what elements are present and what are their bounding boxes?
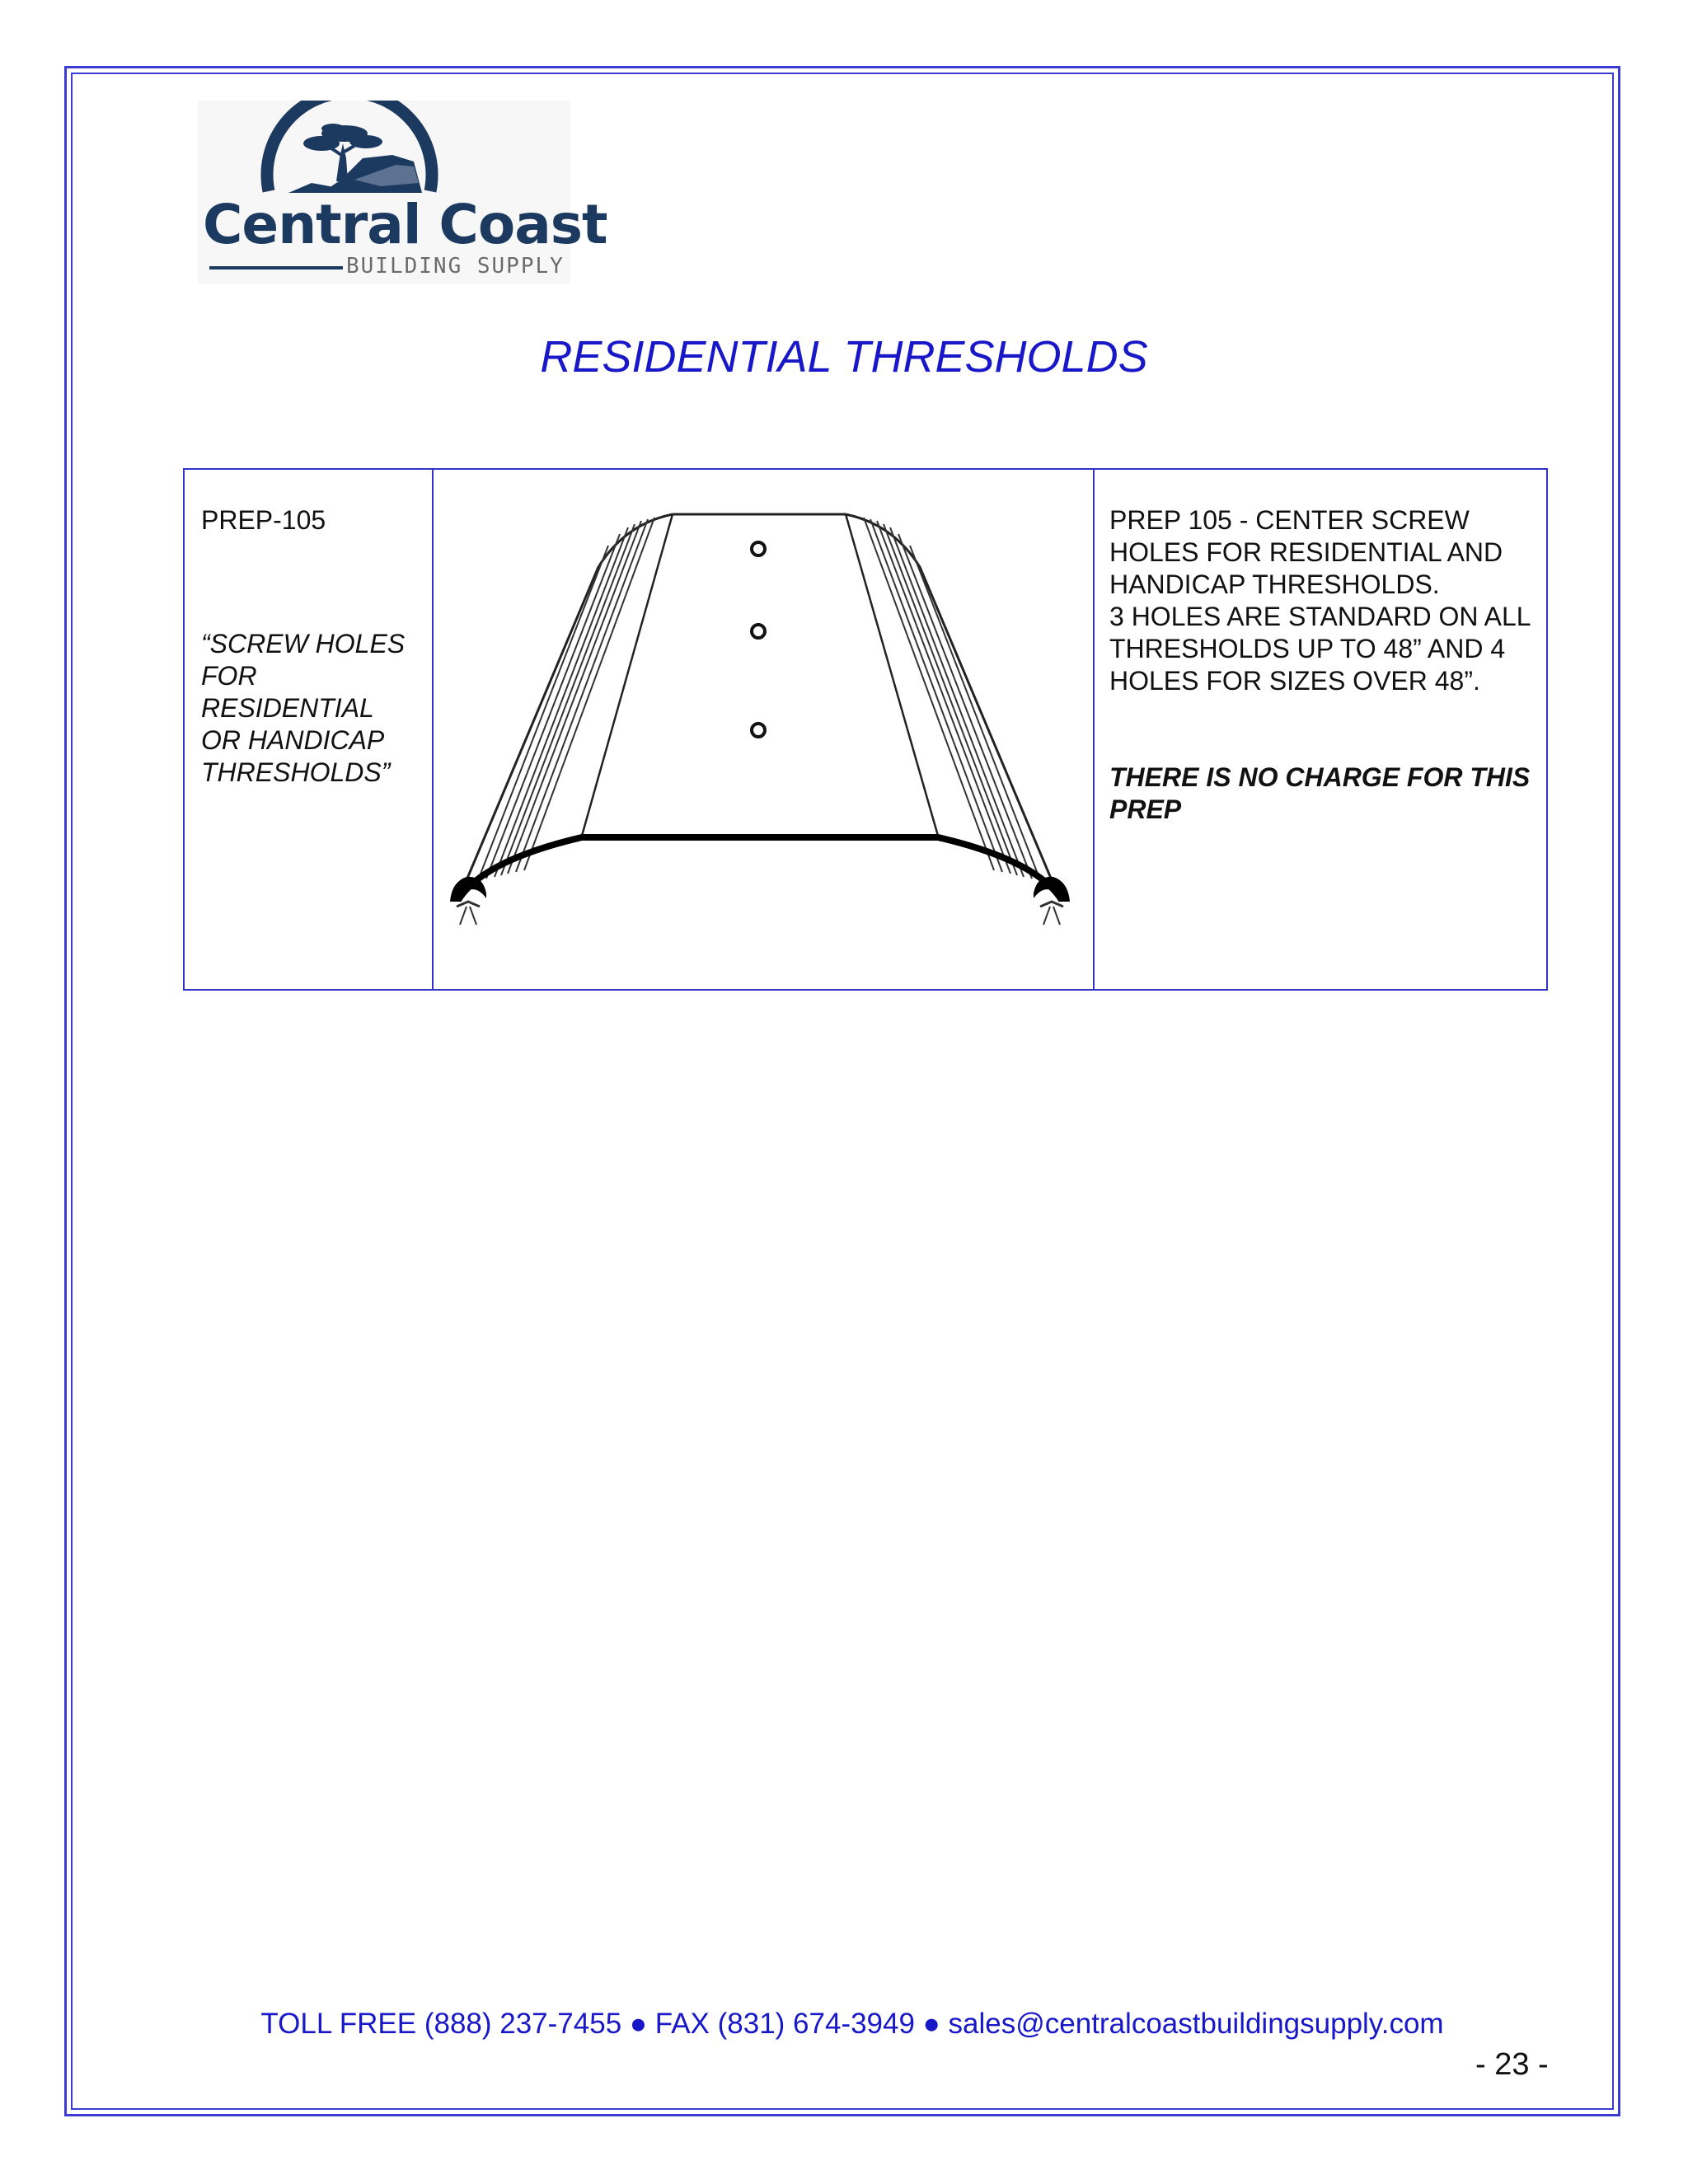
prep-table [183, 468, 1548, 991]
page-title: RESIDENTIAL THRESHOLDS [540, 332, 1148, 382]
screw-hole-icon [752, 724, 765, 737]
logo-subtitle: BUILDING SUPPLY [346, 254, 565, 279]
screw-hole-icon [752, 625, 765, 638]
logo-name: Central Coast [203, 193, 607, 256]
logo-underline [209, 266, 343, 269]
screw-hole-icon [752, 542, 765, 555]
prep-long-description: PREP 105 - CENTER SCREW HOLES FOR RESIDENTIAL AND HANDICAP THRESHOLDS. 3 HOLES ARE STANDARD ON ALL THRESHOLDS UP TO 48” AND 4 HOLES FOR SIZES OVER 48”. [1109, 505, 1531, 696]
prep-description-cell [1094, 469, 1547, 990]
company-logo [198, 101, 607, 284]
prep-code: PREP-105 [201, 505, 326, 535]
prep-charge-note: THERE IS NO CHARGE FOR THIS PREP [1109, 762, 1531, 824]
footer-contact: TOLL FREE (888) 237-7455 ● FAX (831) 674-3949 ● sales@centralcoastbuildingsupply.com [260, 2008, 1444, 2040]
threshold-illustration [434, 470, 1090, 989]
prep-code-cell [184, 469, 433, 990]
prep-illustration-cell [433, 469, 1094, 990]
page-number: - 23 - [1475, 2047, 1549, 2082]
prep-short-description: “SCREW HOLES FOR RESIDENTIAL OR HANDICAP THRESHOLDS” [201, 629, 406, 787]
table-row [184, 469, 1547, 990]
